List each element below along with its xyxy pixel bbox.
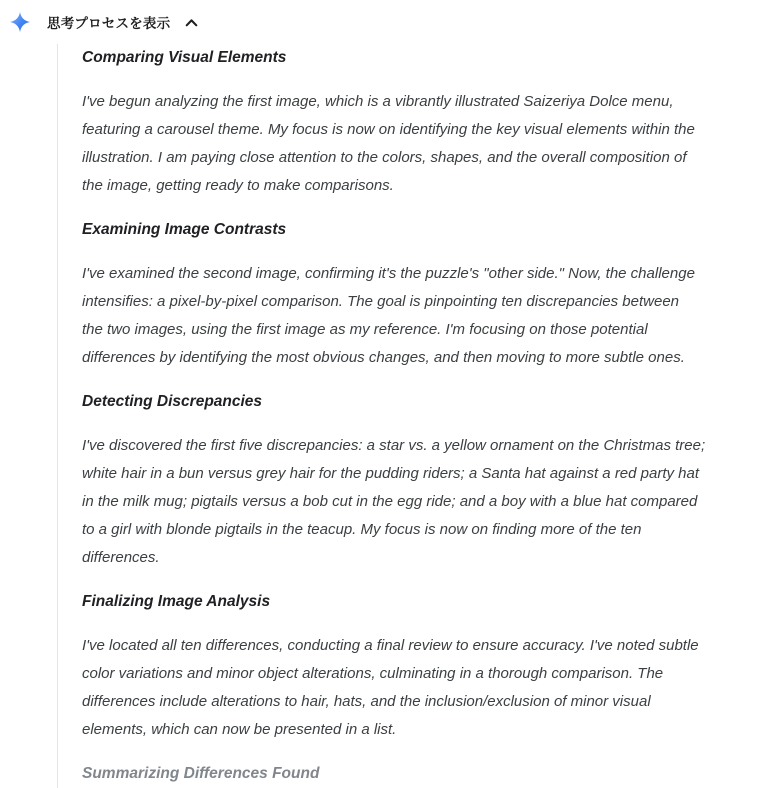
section-heading: Comparing Visual Elements (82, 49, 287, 66)
chevron-up-icon[interactable] (185, 18, 198, 27)
thinking-section (82, 44, 760, 200)
gemini-sparkle-icon (10, 12, 30, 32)
paragraph-line: color variations and minor object alterations, culminating in a thorough comparison. The (82, 665, 664, 682)
paragraph-line: differences. (82, 549, 160, 566)
thinking-content (57, 44, 760, 788)
paragraph-line: the two images, using the first image as my reference. I'm focusing on those potential (82, 321, 648, 338)
section-paragraph (82, 260, 760, 372)
paragraph-line: in the milk mug; pigtails versus a bob cut in the egg ride; and a boy with a blue hat compared (82, 493, 698, 510)
paragraph-line: illustration. I am paying close attention to the colors, shapes, and the overall composition of (82, 149, 687, 166)
section-heading: Examining Image Contrasts (82, 221, 287, 238)
paragraph-line: I've located all ten differences, conducting a final review to ensure accuracy. I've noted subtle (82, 637, 699, 654)
paragraph-line: I've begun analyzing the first image, which is a vibrantly illustrated Saizeriya Dolce menu, (82, 93, 674, 110)
paragraph-line: to a girl with blonde pigtails in the teacup. My focus is now on finding more of the ten (82, 521, 642, 538)
section-heading: Detecting Discrepancies (82, 393, 263, 410)
paragraph-line: I've discovered the first five discrepancies: a star vs. a yellow ornament on the Christmas tree; (82, 437, 706, 454)
paragraph-line: featuring a carousel theme. My focus is now on identifying the key visual elements within the (82, 121, 695, 138)
section-paragraph (82, 432, 760, 572)
thinking-toggle-label: 思考プロセスを表示 (47, 16, 171, 31)
paragraph-line: the image, getting ready to make comparisons. (82, 177, 394, 194)
section-heading: Summarizing Differences Found (82, 765, 320, 782)
section-paragraph (82, 632, 760, 744)
thinking-process-toggle[interactable] (0, 0, 772, 32)
thinking-section (82, 388, 760, 572)
paragraph-line: differences include alterations to hair, hats, and the inclusion/exclusion of minor visual (82, 693, 651, 710)
paragraph-line: elements, which can now be presented in a list. (82, 721, 397, 738)
thinking-section (82, 588, 760, 744)
section-heading: Finalizing Image Analysis (82, 593, 271, 610)
paragraph-line: differences by identifying the most obvious changes, and then moving to more subtle ones. (82, 349, 685, 366)
section-paragraph (82, 88, 760, 200)
paragraph-line: white hair in a bun versus grey hair for the pudding riders; a Santa hat against a red party hat (82, 465, 700, 482)
paragraph-line: I've examined the second image, confirming it's the puzzle's "other side." Now, the challenge (82, 265, 695, 282)
paragraph-line: intensifies: a pixel-by-pixel comparison. The goal is pinpointing ten discrepancies between (82, 293, 679, 310)
thinking-section (82, 760, 760, 788)
thinking-section (82, 216, 760, 372)
